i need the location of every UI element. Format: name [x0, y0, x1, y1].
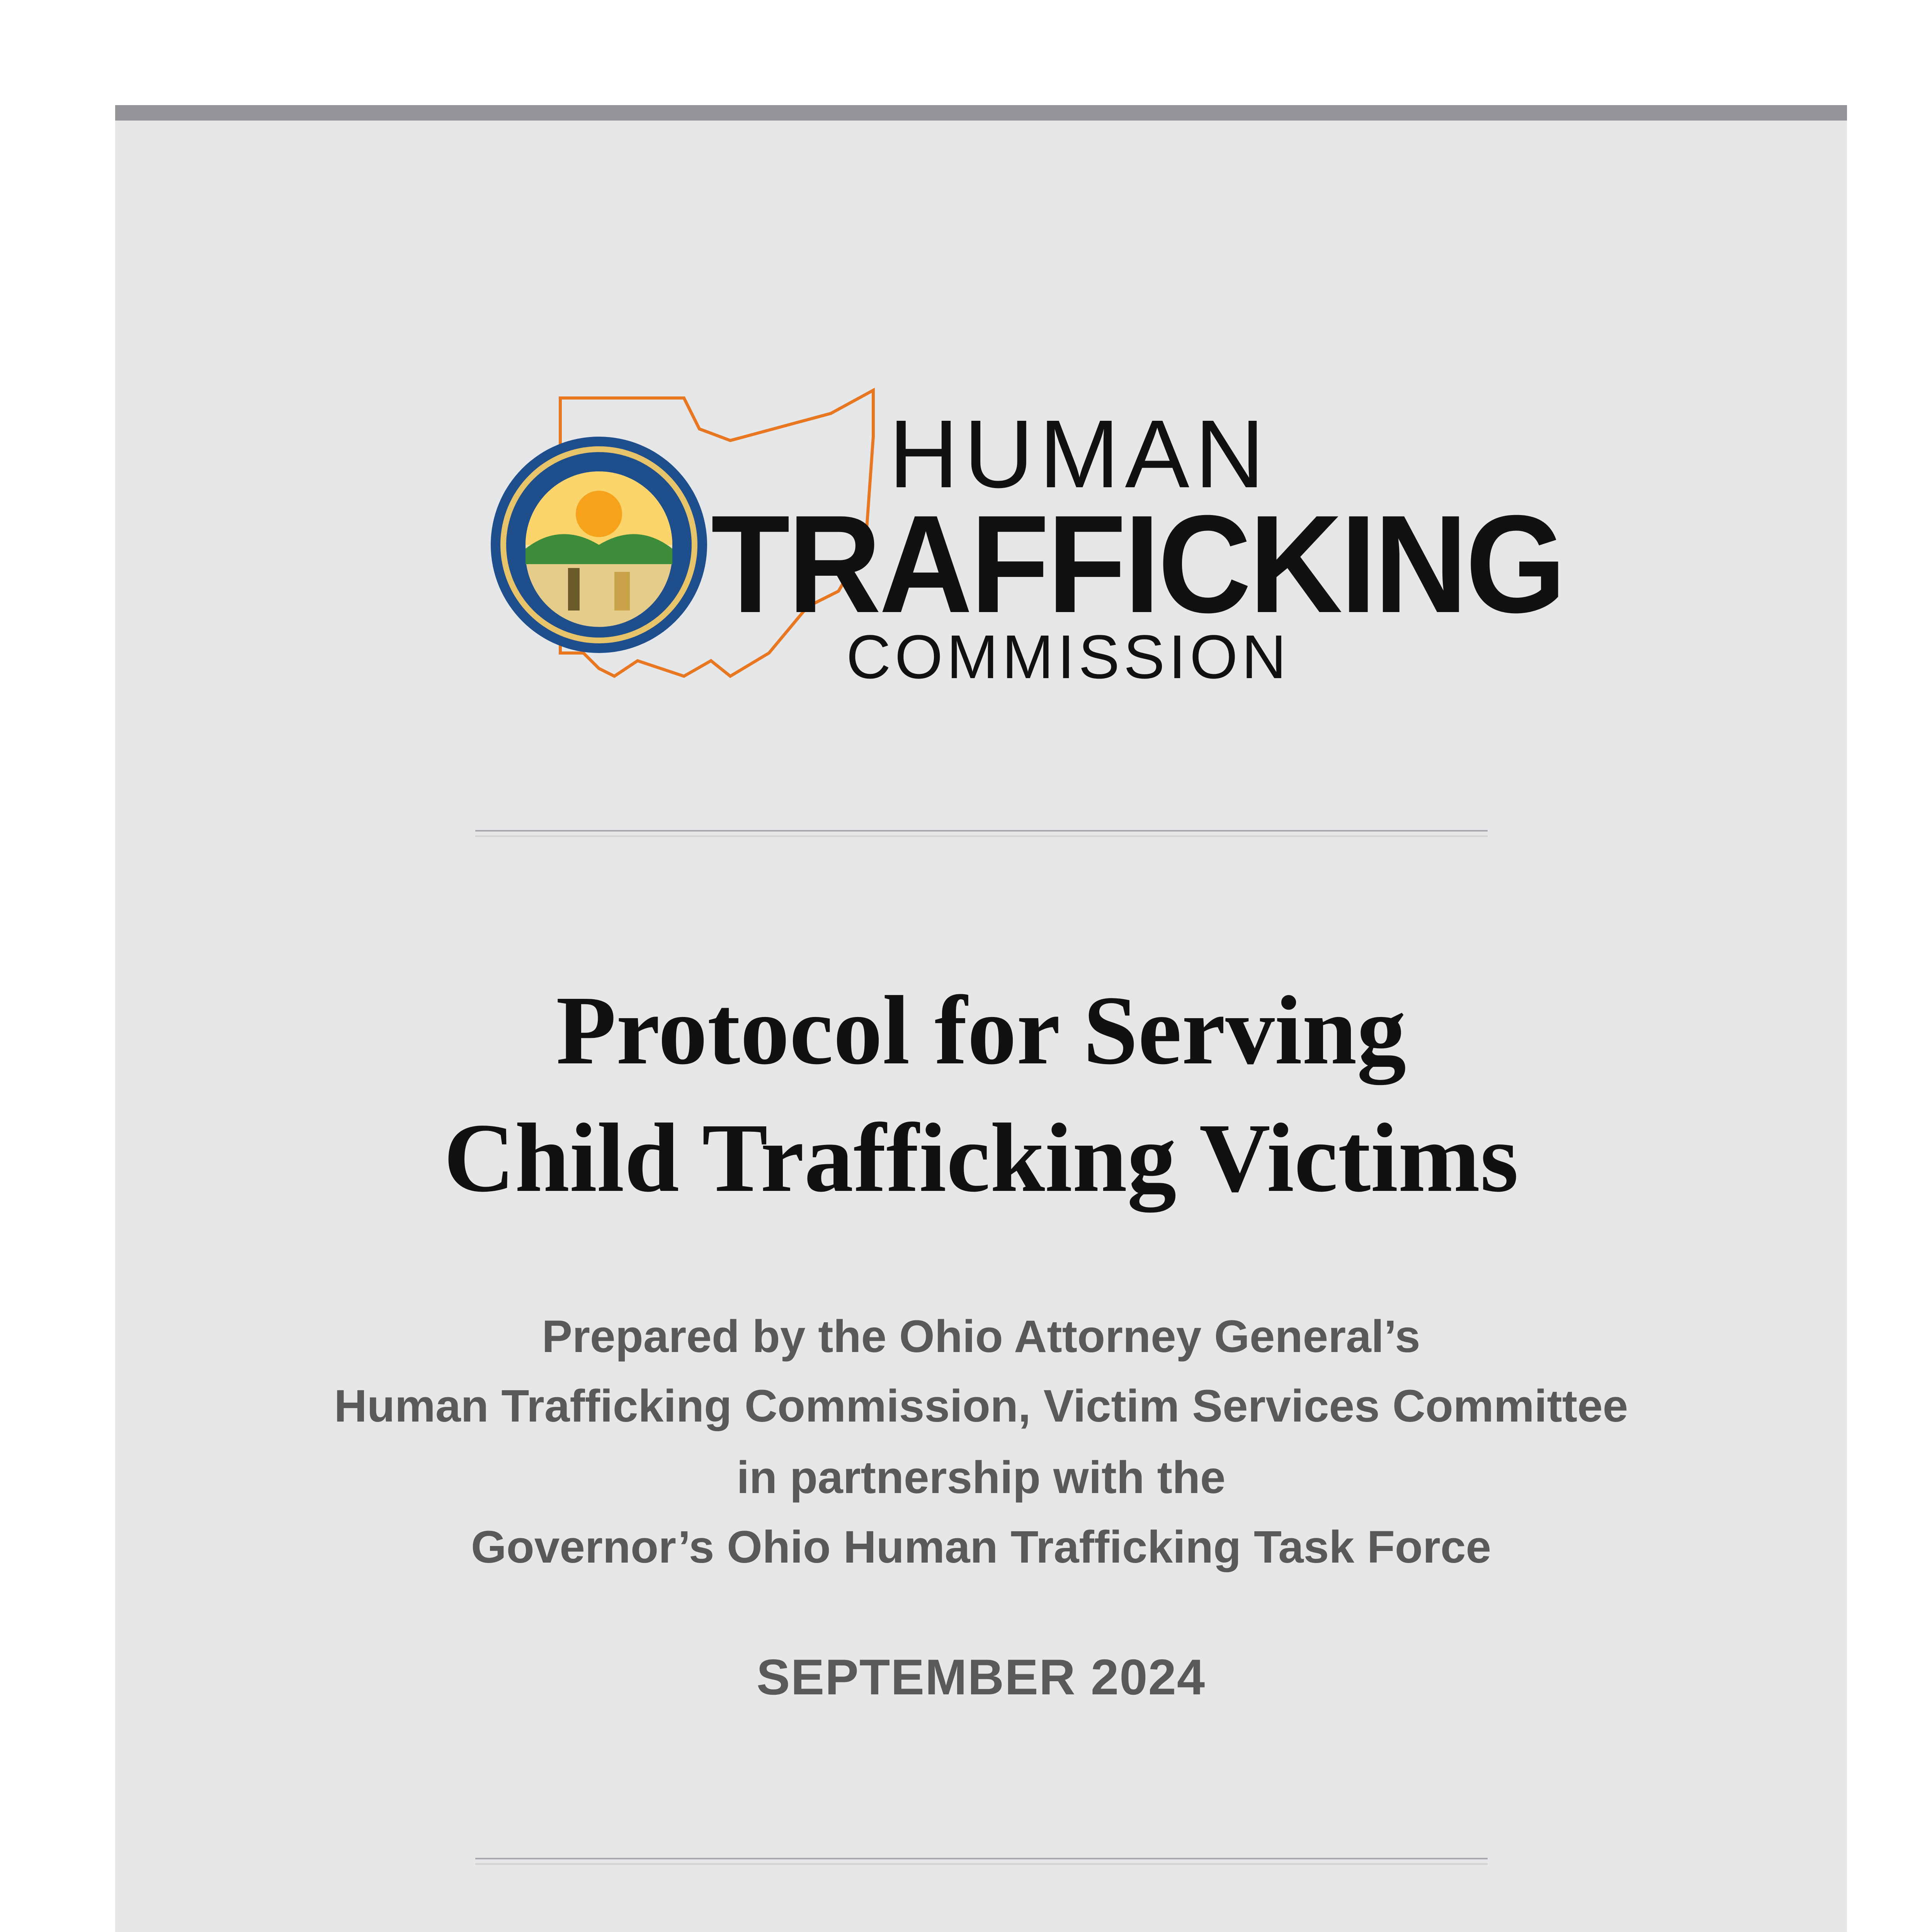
- human-trafficking-commission-logo: [483, 383, 1564, 730]
- attorney-general-seal-icon: [491, 437, 707, 653]
- logo-word-human: HUMAN: [889, 400, 1270, 508]
- subtitle-line4: Governor’s Ohio Human Trafficking Task Force: [471, 1522, 1492, 1573]
- subtitle-line2: Human Trafficking Commission, Victim Services Committee: [334, 1381, 1628, 1432]
- logo-word-trafficking: TRAFFICKING: [711, 486, 1564, 642]
- document-title-line1: Protocol for Serving: [556, 976, 1406, 1085]
- subtitle-line3: in partnership with the: [736, 1452, 1226, 1503]
- logo-word-commission: COMMISSION: [846, 622, 1290, 691]
- top-bar: [115, 105, 1847, 121]
- subtitle-line1: Prepared by the Ohio Attorney General’s: [542, 1311, 1420, 1362]
- divider-bottom: [475, 1858, 1488, 1865]
- publication-date: SEPTEMBER 2024: [756, 1649, 1206, 1705]
- divider-top: [475, 830, 1488, 837]
- document-title-line2: Child Trafficking Victims: [444, 1104, 1519, 1213]
